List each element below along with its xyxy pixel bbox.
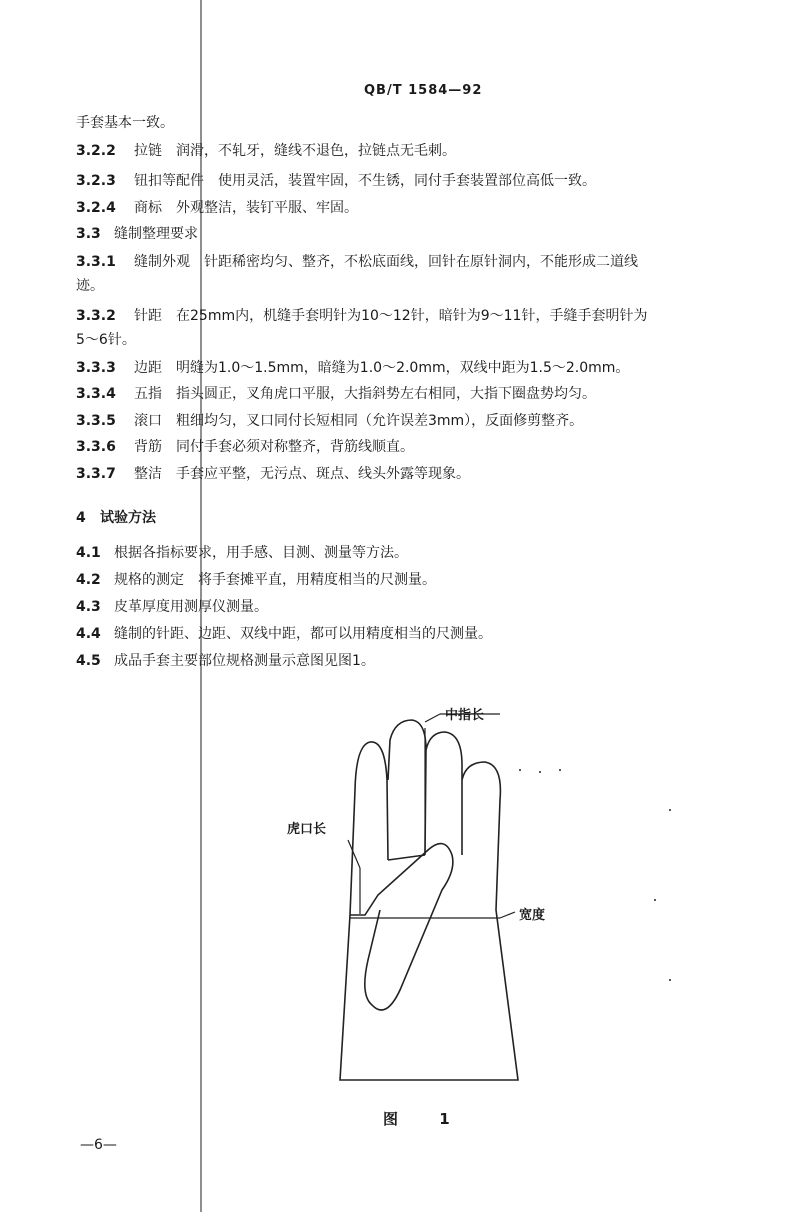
glove-measurement-diagram bbox=[200, 690, 680, 1140]
glove-outline bbox=[340, 720, 518, 1080]
text-line: 手套基本一致。 bbox=[76, 115, 174, 131]
clause-3-3: 3.3 缝制整理要求 bbox=[76, 226, 198, 242]
clause-4-1: 4.1 根据各指标要求，用手感、目测、测量等方法。 bbox=[76, 545, 408, 561]
label-middle-finger-length: 中指长 bbox=[445, 708, 485, 723]
clause-3-2-4: 3.2.4 商标 外观整洁，装钉平服、牢固。 bbox=[76, 200, 358, 216]
text-line-continued: 5～6针。 bbox=[76, 332, 136, 348]
clause-3-2-3: 3.2.3 钮扣等配件 使用灵活，装置牢固，不生锈，同付手套装置部位高低一致。 bbox=[76, 173, 596, 189]
page-number: —6— bbox=[80, 1137, 117, 1153]
clause-4-4: 4.4 缝制的针距、边距、双线中距，都可以用精度相当的尺测量。 bbox=[76, 626, 492, 642]
clause-3-3-7: 3.3.7 整洁 手套应平整，无污点、斑点、线头外露等现象。 bbox=[76, 466, 470, 482]
text-line-continued: 迹。 bbox=[76, 278, 104, 294]
clause-3-3-6: 3.3.6 背筋 同付手套必须对称整齐，背筋线顺直。 bbox=[76, 439, 414, 455]
label-tiger-mouth-length: 虎口长 bbox=[287, 822, 327, 837]
clause-4-3: 4.3 皮革厚度用测厚仪测量。 bbox=[76, 599, 268, 615]
figure-caption: 图 1 bbox=[383, 1110, 468, 1128]
clause-3-3-3: 3.3.3 边距 明缝为1.0～1.5mm，暗缝为1.0～2.0mm，双线中距为1.5～2.0mm。 bbox=[76, 360, 630, 376]
label-width: 宽度 bbox=[519, 908, 546, 923]
standard-code-header: QB/T 1584—92 bbox=[364, 83, 483, 98]
clause-4-2: 4.2 规格的测定 将手套摊平直，用精度相当的尺测量。 bbox=[76, 572, 436, 588]
clause-3-3-1: 3.3.1 缝制外观 针距稀密均匀、整齐，不松底面线，回针在原针洞内，不能形成二道线 bbox=[76, 254, 638, 270]
clause-4-5: 4.5 成品手套主要部位规格测量示意图见图1。 bbox=[76, 653, 375, 669]
clause-3-3-5: 3.3.5 滚口 粗细均匀，叉口同付长短相同（允许误差3mm），反面修剪整齐。 bbox=[76, 413, 584, 429]
measurement-lines bbox=[348, 714, 515, 918]
clause-3-3-2: 3.3.2 针距 在25mm内，机缝手套明针为10～12针，暗针为9～11针，手缝手套明针为 bbox=[76, 308, 648, 324]
clause-3-2-2: 3.2.2 拉链 润滑，不轧牙，缝线不退色，拉链点无毛刺。 bbox=[76, 143, 456, 159]
scan-dots bbox=[200, 749, 671, 981]
clause-3-3-4: 3.3.4 五指 指头圆正，叉角虎口平服，大指斜势左右相同，大指下圈盘势均匀。 bbox=[76, 386, 596, 402]
section-4-heading: 4 试验方法 bbox=[76, 510, 156, 526]
